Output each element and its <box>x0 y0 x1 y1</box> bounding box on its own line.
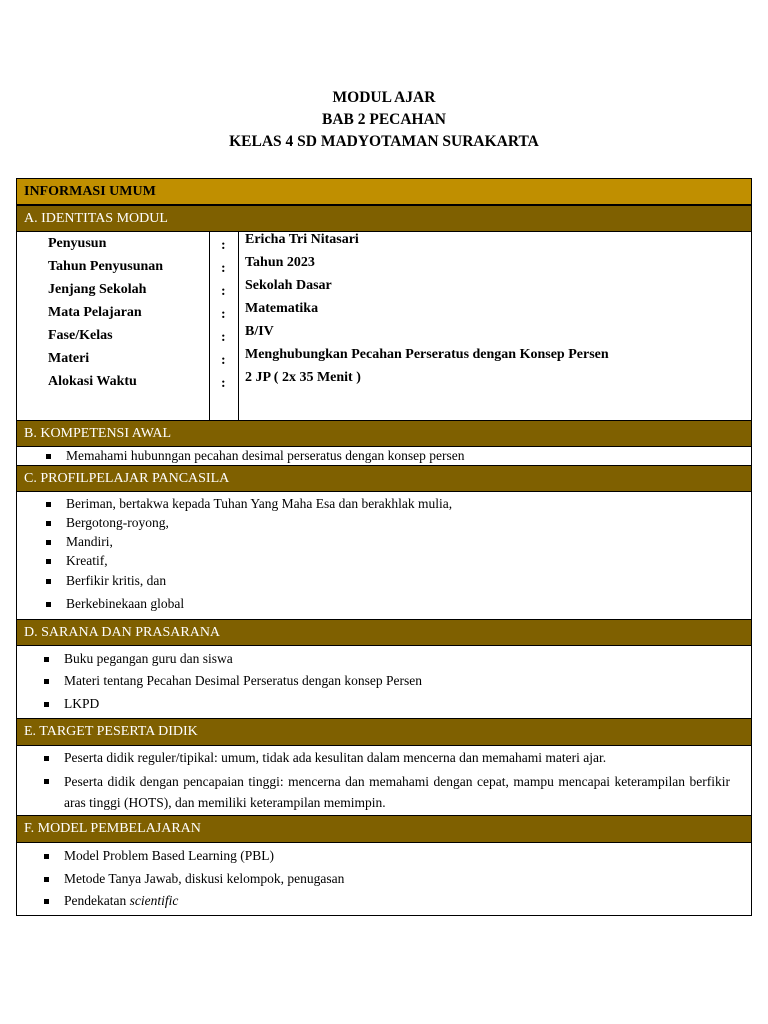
identitas-colon: : <box>221 284 226 299</box>
list-item: Mandiri, <box>46 534 113 550</box>
identitas-label: Tahun Penyusunan <box>48 259 164 274</box>
bullet-icon <box>46 521 51 526</box>
identitas-colon: : <box>221 261 226 276</box>
list-item: Pendekatan scientific <box>44 893 178 909</box>
table-divider <box>209 232 210 421</box>
table-bottom-border <box>16 915 752 916</box>
bullet-icon <box>44 854 49 859</box>
section-header-profil-pelajar-pancasila: C. PROFILPELAJAR PANCASILA <box>16 465 752 492</box>
section-header-model-pembelajaran: F. MODEL PEMBELAJARAN <box>16 815 752 843</box>
section-header-informasi-umum: INFORMASI UMUM <box>16 178 752 205</box>
bullet-icon <box>46 602 51 607</box>
list-item: Materi tentang Pecahan Desimal Perseratus dengan konsep Persen <box>44 673 422 689</box>
bullet-icon <box>46 502 51 507</box>
list-item: Buku pegangan guru dan siswa <box>44 651 233 667</box>
bullet-icon <box>46 454 51 459</box>
identitas-label: Jenjang Sekolah <box>48 282 147 297</box>
list-item: Peserta didik dengan pencapaian tinggi: mencerna dan memahami dengan cepat, mampu mencapai keterampilan berfikir aras tinggi (HOTS), dan memiliki keterampilan memimpin. <box>44 771 730 813</box>
list-item: Model Problem Based Learning (PBL) <box>44 848 274 864</box>
bullet-icon <box>44 756 49 761</box>
bullet-icon <box>44 679 49 684</box>
list-item: Berfikir kritis, dan <box>46 573 166 589</box>
section-header-target-peserta-didik: E. TARGET PESERTA DIDIK <box>16 718 752 746</box>
identitas-value: Menghubungkan Pecahan Perseratus dengan Konsep Persen <box>245 347 609 362</box>
identitas-value: B/IV <box>245 324 274 339</box>
section-header-sarana-prasarana: D. SARANA DAN PRASARANA <box>16 619 752 646</box>
title-line-3: KELAS 4 SD MADYOTAMAN SURAKARTA <box>229 133 539 150</box>
list-item: Bergotong-royong, <box>46 515 169 531</box>
list-item: Memahami hubunngan pecahan desimal perseratus dengan konsep persen <box>46 448 465 464</box>
list-item: Beriman, bertakwa kepada Tuhan Yang Maha Esa dan berakhlak mulia, <box>46 496 452 512</box>
identitas-colon: : <box>221 353 226 368</box>
identitas-label: Mata Pelajaran <box>48 305 142 320</box>
section-header-kompetensi-awal: B. KOMPETENSI AWAL <box>16 420 752 447</box>
identitas-colon: : <box>221 307 226 322</box>
list-item: LKPD <box>44 696 99 712</box>
identitas-table <box>16 232 752 421</box>
title-line-2: BAB 2 PECAHAN <box>321 111 446 128</box>
bullet-icon <box>46 540 51 545</box>
identitas-colon: : <box>221 238 226 253</box>
identitas-value: Sekolah Dasar <box>245 278 332 293</box>
list-item: Peserta didik reguler/tipikal: umum, tidak ada kesulitan dalam mencerna dan memahami materi ajar. <box>44 750 730 766</box>
list-item: Metode Tanya Jawab, diskusi kelompok, penugasan <box>44 871 344 887</box>
identitas-label: Alokasi Waktu <box>48 374 137 389</box>
bullet-icon <box>44 657 49 662</box>
identitas-value: Matematika <box>245 301 319 316</box>
identitas-value: Tahun 2023 <box>245 255 315 270</box>
bullet-icon <box>46 579 51 584</box>
section-header-identitas-modul: A. IDENTITAS MODUL <box>16 205 752 232</box>
identitas-colon: : <box>221 330 226 345</box>
identitas-colon: : <box>221 376 226 391</box>
identitas-label: Materi <box>48 351 90 366</box>
bullet-icon <box>46 559 51 564</box>
identitas-label: Fase/Kelas <box>48 328 113 343</box>
list-item: Berkebinekaan global <box>46 596 184 612</box>
table-divider <box>238 232 239 421</box>
bullet-icon <box>44 702 49 707</box>
identitas-label: Penyusun <box>48 236 107 251</box>
identitas-value: Ericha Tri Nitasari <box>245 232 359 247</box>
identitas-value: 2 JP ( 2x 35 Menit ) <box>245 370 361 385</box>
bullet-icon <box>44 899 49 904</box>
title-line-1: MODUL AJAR <box>332 89 436 106</box>
bullet-icon <box>44 877 49 882</box>
bullet-icon <box>44 779 49 784</box>
list-item: Kreatif, <box>46 553 108 569</box>
